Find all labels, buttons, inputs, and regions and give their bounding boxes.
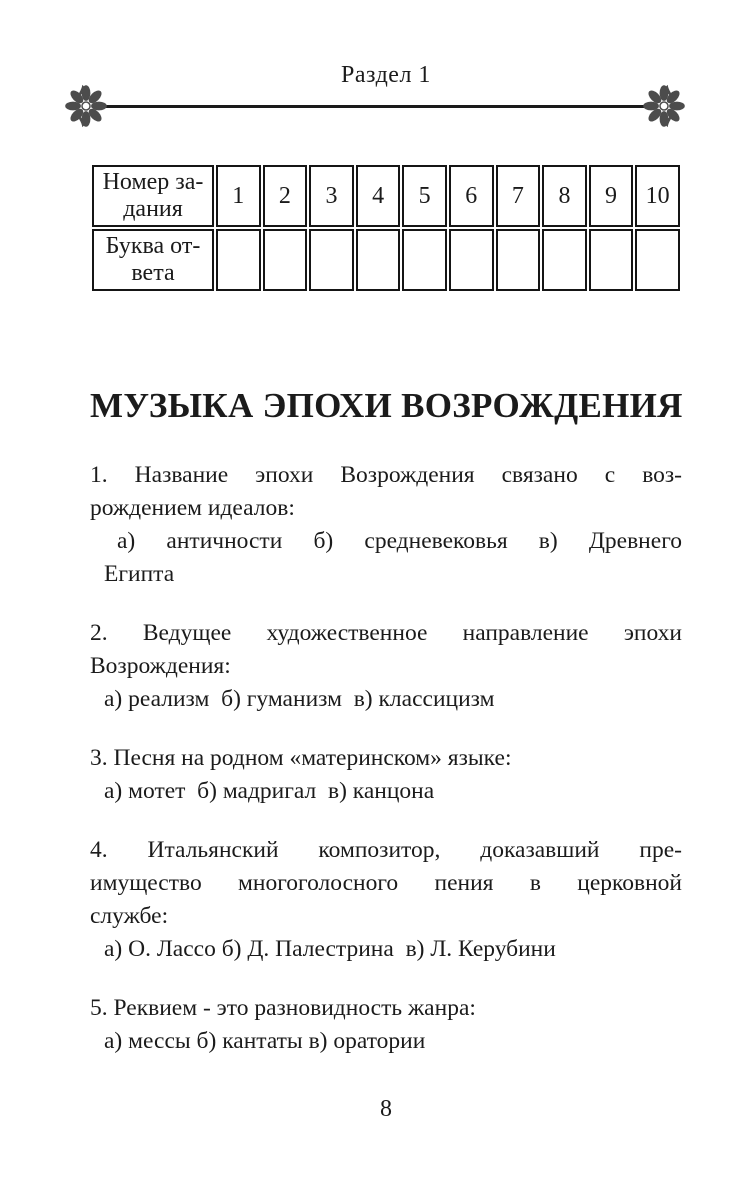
answer-letter-cell[interactable] (309, 229, 354, 291)
question-stem-line: 4. Итальянский композитор, доказавший пре- (90, 837, 682, 863)
question-stem-line: 3. Песня на родном «материнском» языке: (90, 745, 512, 771)
header-rule-line (103, 105, 647, 108)
question (90, 992, 682, 1058)
section-header: Раздел 1 (341, 62, 431, 88)
question-options-line: Египта (104, 561, 175, 587)
task-number-label-line1: Номер за- (102, 169, 204, 195)
page-number: 8 (380, 1096, 392, 1122)
question-stem-line: 2. Ведущее художественное направление эпохи (90, 620, 682, 646)
task-number-cell: 4 (356, 165, 401, 227)
question-stem-line: 1. Название эпохи Возрождения связано с воз- (90, 462, 682, 488)
answer-letter-cell[interactable] (402, 229, 447, 291)
question-stem-line: имущество многоголосного пения в церковной (90, 870, 682, 896)
question (90, 617, 682, 716)
task-number-cell: 9 (589, 165, 634, 227)
answer-letter-cell[interactable] (356, 229, 401, 291)
answer-letter-cell[interactable] (216, 229, 261, 291)
question-stem-line: рождением идеалов: (90, 495, 295, 521)
main-title: МУЗЫКА ЭПОХИ ВОЗРОЖДЕНИЯ (90, 386, 683, 425)
answer-letter-cell[interactable] (635, 229, 680, 291)
question-options-line: а) О. Лассо б) Д. Палестрина в) Л. Керубини (104, 936, 556, 962)
task-number-cell: 7 (496, 165, 541, 227)
answer-letter-label-line2: вета (131, 260, 175, 286)
task-number-cell: 2 (263, 165, 308, 227)
question-stem-line: Возрождения: (90, 653, 231, 679)
task-number-cell: 10 (635, 165, 680, 227)
header-rule (63, 84, 687, 128)
question-options-line: а) реализм б) гуманизм в) классицизм (104, 686, 495, 712)
answer-letter-label-cell (92, 229, 214, 291)
answer-letter-cell[interactable] (449, 229, 494, 291)
task-number-row (92, 165, 680, 227)
question-options-line: а) мотет б) мадригал в) канцона (104, 778, 435, 804)
floral-ornament-left-icon (63, 83, 109, 129)
question-stem-line: службе: (90, 903, 169, 929)
task-number-cell: 8 (542, 165, 587, 227)
task-number-cell: 6 (449, 165, 494, 227)
task-number-cell: 3 (309, 165, 354, 227)
task-number-cell: 1 (216, 165, 261, 227)
question (90, 834, 682, 966)
answer-letter-label-line1: Буква от- (105, 233, 201, 259)
task-number-label-line2: дания (123, 196, 183, 222)
question (90, 742, 682, 808)
answer-table (90, 163, 682, 293)
task-number-cell: 5 (402, 165, 447, 227)
floral-ornament-right-icon (641, 83, 687, 129)
question (90, 459, 682, 591)
answer-letter-cell[interactable] (263, 229, 308, 291)
answer-letter-cell[interactable] (589, 229, 634, 291)
answer-letter-row (92, 229, 680, 291)
answer-letter-cell[interactable] (496, 229, 541, 291)
question-options-line: а) античности б) средневековья в) Древнего (117, 528, 682, 554)
question-options-line: а) мессы б) кантаты в) оратории (104, 1028, 426, 1054)
question-stem-line: 5. Реквием - это разновидность жанра: (90, 995, 476, 1021)
answer-letter-cell[interactable] (542, 229, 587, 291)
task-number-label-cell (92, 165, 214, 227)
questions-list (90, 459, 682, 1058)
